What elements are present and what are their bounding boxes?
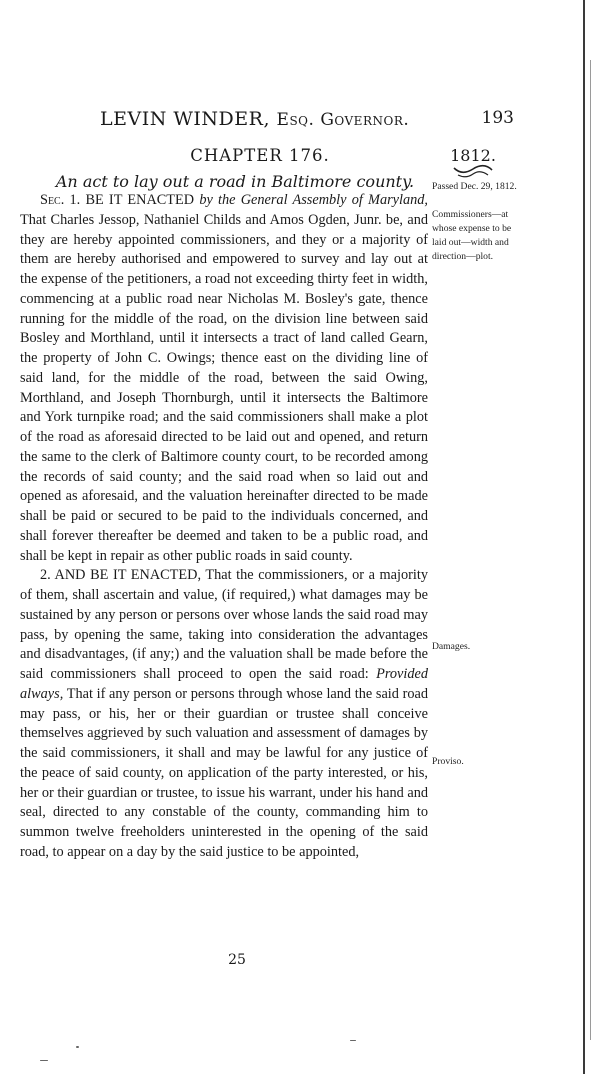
- margin-year: 1812.: [450, 146, 496, 165]
- section-2-label: 2.: [40, 567, 55, 584]
- scan-speck: [350, 1040, 356, 1041]
- section-1: [20, 191, 428, 566]
- scan-edge: [583, 0, 585, 1074]
- section-1-text: That Charles Jessop, Nathaniel Childs and Amos Ogden, Junr. be, and they are hereby appointed commissioners, and they or a majority of them are hereby authorised and empowered to survey and lay out at the expense of the petitioners, a road not exceeding thirty feet in width, commencing at a public road near Nicholas M. Bosley's gate, thence running for the middle of the road, on the division line between said Bosley and Morthland, until it intersects a tract of land called Gearn, the property of John C. Owings; thence east on the dividing line of said land, for the middle of the road, between the said Owing, Morthland, and Joseph Thornburgh, until it intersects the Baltimore and York turnpike road; and the said commissioners shall make a plot of the road as aforesaid directed to be laid out and opened, and return the same to the clerk of Baltimore county court, to be recorded among the records of said county; and the said road when so laid out and opened as aforesaid, and the valuation hereinafter directed to be made shall be paid or secured to be paid to the individuals concerned, and shall forever thereafter be deemed and taken to be a public road, and shall be kept in repair as other public roads in said county.: [20, 211, 428, 564]
- section-2: [20, 566, 428, 862]
- section-2-proviso: Provided always,: [20, 666, 428, 702]
- section-2-enacting: AND BE IT ENACTED,: [54, 567, 202, 584]
- margin-note-proviso: Proviso.: [432, 756, 464, 767]
- running-head: [100, 108, 520, 130]
- scan-speck: [40, 1060, 48, 1061]
- page-number: 193: [481, 108, 514, 128]
- section-1-enacting-clause: by the General Assembly of Maryland,: [199, 192, 428, 208]
- chapter-heading: CHAPTER 176.: [190, 146, 330, 165]
- margin-note-passed: Passed Dec. 29, 1812.: [432, 181, 517, 192]
- section-1-label: Sec. 1.: [40, 192, 86, 208]
- section-2-text-b: That if any person or persons through whose land the said road may pass, or his, her or their guardian or trustee shall conceive themselves aggrieved by such valuation and assessment of damages by the said commissioners, it shall and may be lawful for any justice of the peace of said county, on application of the party interested, or his, her or their guardian or trustee, to issue his warrant, under his hand and seal, directed to any constable of the county, commanding him to summon twelve freeholders uninterested in the opening of the said road, to appear on a day by the said justice to be appointed,: [20, 685, 428, 860]
- signature-mark: 25: [228, 952, 246, 968]
- governor-title: Governor.: [320, 110, 410, 130]
- margin-note-damages: Damages.: [432, 641, 471, 652]
- governor-title-prefix: Esq.: [276, 110, 321, 130]
- section-2-text-a: That the commissioners, or a majority of them, shall ascertain and value, (if required,) what damages may be sustained by any person or persons over whose lands the said road may pass, by opening the same, taking into consideration the advantages and disadvantages, (if any;) and the valuation shall be made before the said commissioners shall proceed to open the said road:: [20, 567, 428, 682]
- scan-edge-inner: [590, 60, 591, 1040]
- scan-speck: [76, 1046, 79, 1048]
- act-title: An act to lay out a road in Baltimore county.: [55, 172, 415, 191]
- body-text: [20, 191, 428, 863]
- section-1-enacting: BE IT ENACTED: [85, 192, 200, 208]
- governor-name: LEVIN WINDER,: [100, 108, 277, 130]
- ornament-swash-icon: [452, 163, 494, 179]
- margin-note-commissioners: Commissioners—at whose expense to be laid out—width and direction—plot.: [432, 209, 512, 262]
